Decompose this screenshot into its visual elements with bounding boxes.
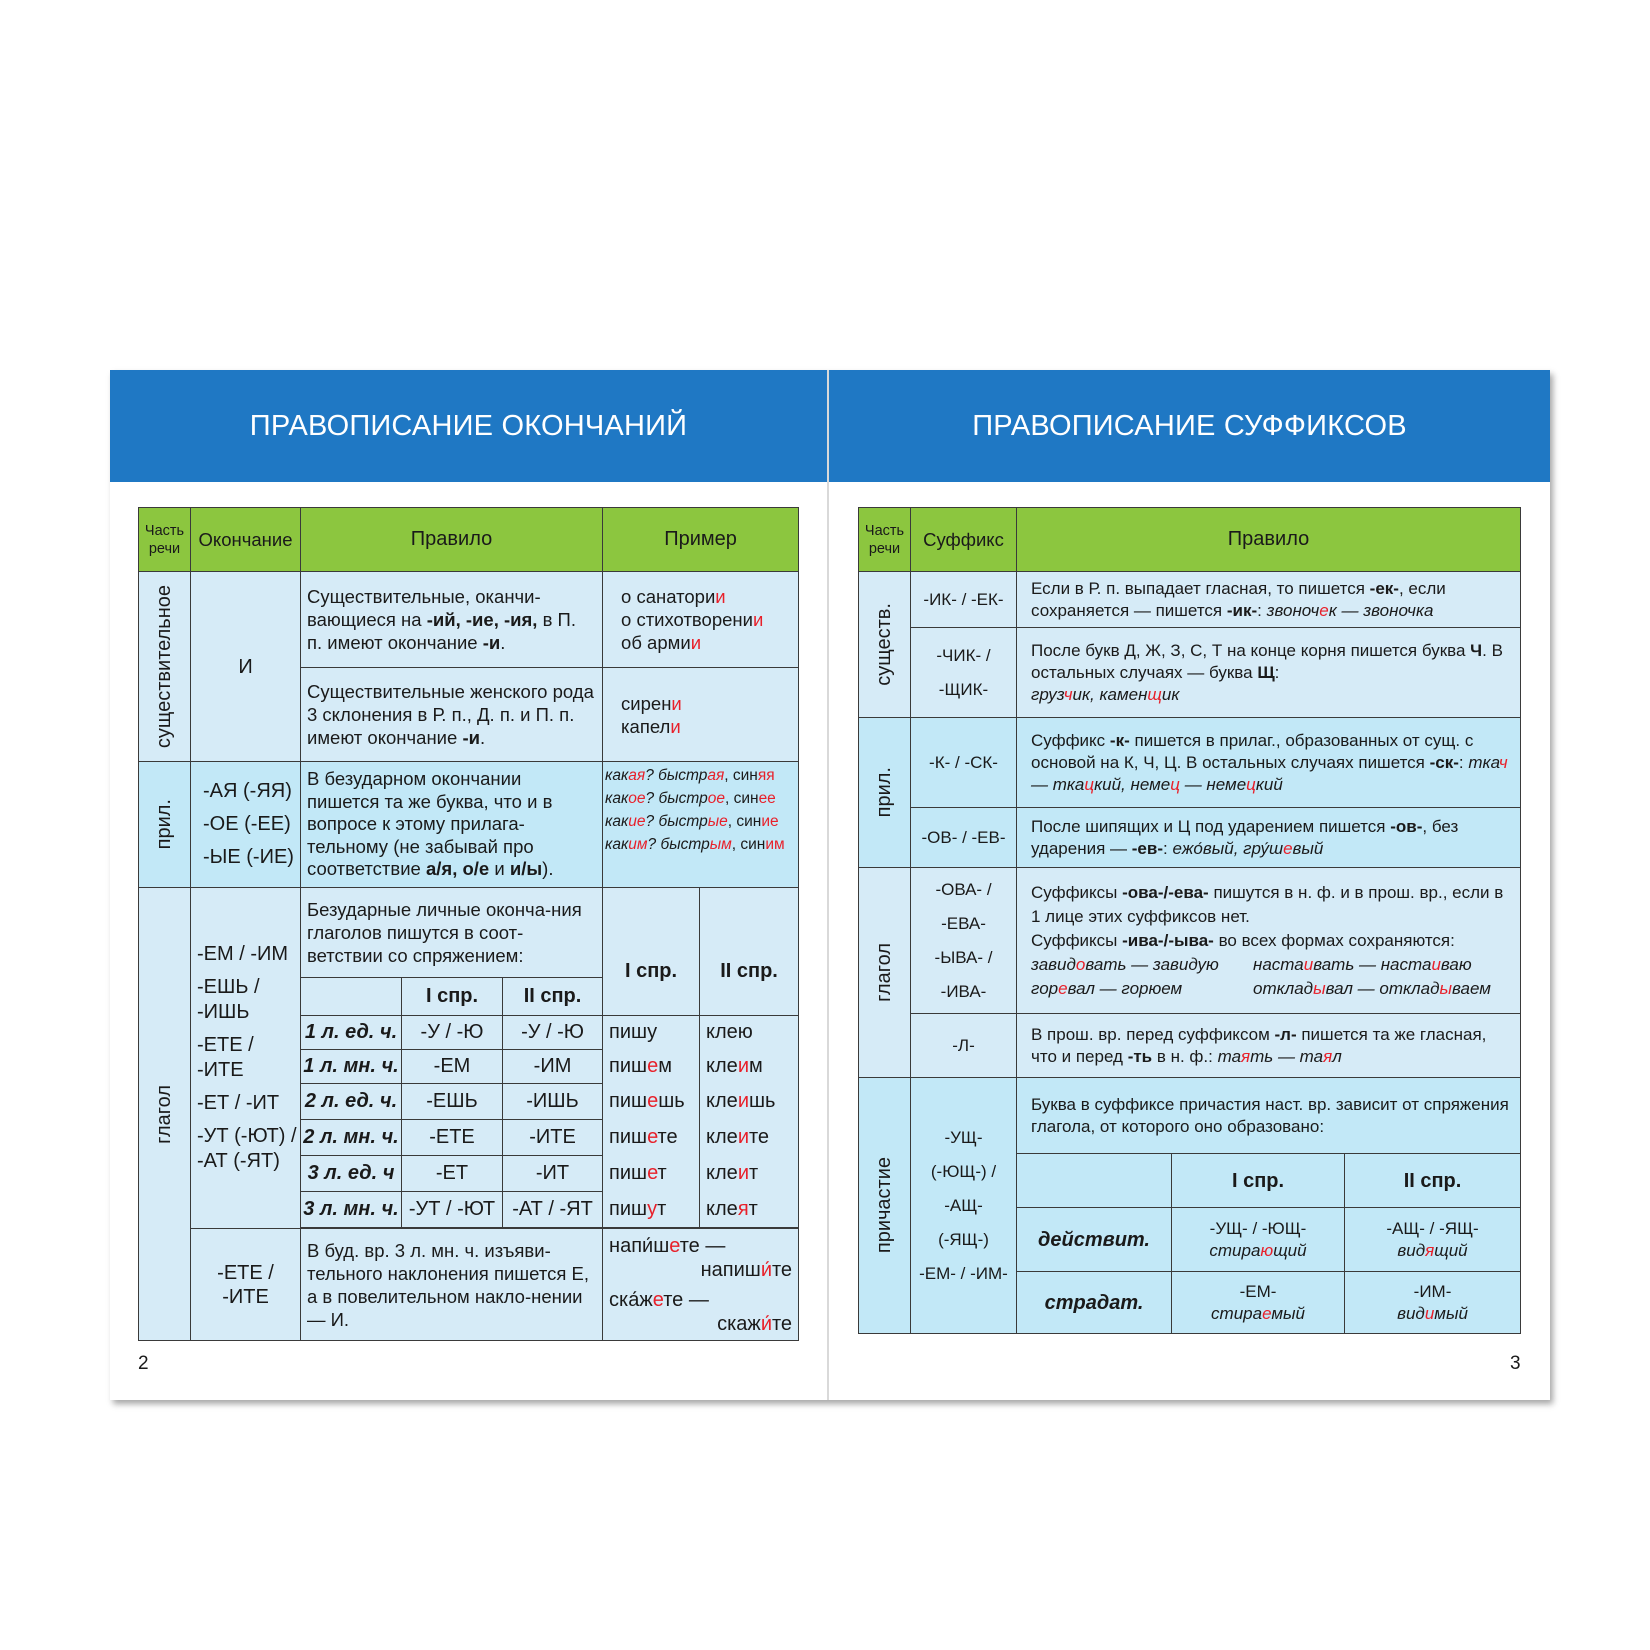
verb-label: глагол [153,1084,175,1144]
adj-rule: В безударном окончании пишется та же буква, что и в вопросе к этому прилага-тельному (не забывай про соответствие а/я, о/е и и/ы). [301,762,603,888]
e2-2pl: клеите [700,1120,799,1156]
c1-2sg: -ЕШЬ [402,1084,503,1120]
participle-passive: страдат. [1017,1272,1172,1334]
l-rule: В прош. вр. перед суффиксом -л- пишется та же гласная, что и перед -ть в н. ф.: таять — таял [1017,1014,1521,1078]
noun-ending: И [191,572,301,762]
adj-examples: какая? быстрая, синяя какое? быстрое, синее какие? быстрые, синие каким? быстрым, синим [603,762,799,888]
c2-1sg: -У / -Ю [503,1016,603,1050]
form-1sg: 1 л. ед. ч. [301,1016,402,1050]
participle-rule: Буква в суффиксе причастия наст. вр. зависит от спряжения глагола, от которого оно образовано: [1017,1078,1521,1154]
spine [827,370,829,1400]
participle-label: причастие [873,1157,895,1254]
form-2sg: 2 л. ед. ч. [301,1084,402,1120]
form-2pl: 2 л. мн. ч. [301,1120,402,1156]
participle-active-2: -АЩ- / -ЯЩ- видящий [1345,1208,1521,1272]
imperative-ending: -ЕТЕ / -ИТЕ [191,1229,301,1341]
e2-3pl: клеят [700,1192,799,1228]
c2-2pl: -ИТЕ [503,1120,603,1156]
c2-1pl: -ИМ [503,1050,603,1084]
verb-label: глагол [873,943,895,1002]
form-3sg: 3 л. ед. ч [301,1156,402,1192]
form-1pl: 1 л. мн. ч. [301,1050,402,1084]
participle-suffixes: -УЩ- (-ЮЩ-) / -АЩ- (-ЯЩ-) -ЕМ- / -ИМ- [911,1078,1017,1334]
l-suffix: -Л- [911,1014,1017,1078]
e2-1sg: клею [700,1016,799,1050]
conj2-header: II спр. [503,978,603,1016]
adj-label-cell [139,762,191,888]
c1-1pl: -ЕМ [402,1050,503,1084]
ova-suffixes: -ОВА- / -ЕВА- -ЫВА- / -ИВА- [911,868,1017,1014]
noun-rule-1: Существительные, оканчи-вающиеся на -ий, -ие, -ия, в П. п. имеют окончание -и. [301,572,603,668]
participle-passive-2: -ИМ- видимый [1345,1272,1521,1334]
verb-rule: Безударные личные оконча-ния глаголов пишутся в соот-ветствии со спряжением: [301,888,603,978]
header-suffix: Суффикс [911,508,1017,572]
k-rule: Суффикс -к- пишется в прилаг., образованных от сущ. с основой на К, Ч, Ц. В остальных случаях пишется -ск-: ткач — ткацкий, немец — немецкий [1017,718,1521,808]
verb-example-header-1: I спр. [603,888,700,1016]
participle-conj1: I спр. [1172,1154,1345,1208]
c2-2sg: -ИШЬ [503,1084,603,1120]
conj1-header: I спр. [402,978,503,1016]
adj-label: прил. [873,767,895,818]
participle-label-cell [859,1078,911,1334]
c1-1sg: -У / -Ю [402,1016,503,1050]
chik-rule: После букв Д, Ж, З, С, Т на конце корня пишется буква Ч. В остальных случаях — буква Щ: грузчик, каменщик [1017,628,1521,718]
header-ending: Окончание [191,508,301,572]
participle-active-1: -УЩ- / -ЮЩ- стирающий [1172,1208,1345,1272]
adj-endings: -АЯ (-ЯЯ) -ОЕ (-ЕЕ) -ЫЕ (-ИЕ) [191,762,301,888]
noun-example-2: сирени капели [603,668,799,762]
verb-example-header-2: II спр. [700,888,799,1016]
endings-table [138,507,799,1341]
e2-1pl: клеим [700,1050,799,1084]
ov-suffix: -ОВ- / -ЕВ- [911,808,1017,868]
header-part-of-speech: Часть речи [859,508,911,572]
form-3pl: 3 л. мн. ч. [301,1192,402,1228]
e1-2sg: пишешь [603,1084,700,1120]
page-title-suffixes: ПРАВОПИСАНИЕ СУФФИКСОВ [829,370,1550,482]
header-example: Пример [603,508,799,572]
e1-1pl: пишем [603,1050,700,1084]
c1-3sg: -ЕТ [402,1156,503,1192]
page-number-right: 3 [1510,1353,1521,1374]
adj-label: прил. [153,799,175,850]
e2-2sg: клеишь [700,1084,799,1120]
noun-label: существ. [873,603,895,686]
participle-conj2: II спр. [1345,1154,1521,1208]
c1-3pl: -УТ / -ЮТ [402,1192,503,1228]
e1-3sg: пишет [603,1156,700,1192]
verb-label-cell [139,888,191,1341]
k-suffix: -К- / -СК- [911,718,1017,808]
noun-label: существительное [153,584,175,749]
c1-2pl: -ЕТЕ [402,1120,503,1156]
ov-rule: После шипящих и Ц под ударением пишется -ов-, без ударения — -ев-: ежо́вый, гру́шевый [1017,808,1521,868]
ik-suffix: -ИК- / -ЕК- [911,572,1017,628]
chik-suffix: -ЧИК- / -ЩИК- [911,628,1017,718]
participle-passive-1: -ЕМ- стираемый [1172,1272,1345,1334]
noun-label-cell [139,572,191,762]
verb-label-cell [859,868,911,1078]
verb-endings: -ЕМ / -ИМ -ЕШЬ / -ИШЬ -ЕТЕ / -ИТЕ -ЕТ / -ИТ -УТ (-ЮТ) / -АТ (-ЯТ) [191,888,301,1229]
noun-label-cell [859,572,911,718]
suffixes-table [858,507,1521,1334]
e1-3pl: пишут [603,1192,700,1228]
header-part-of-speech: Часть речи [139,508,191,572]
e1-1sg: пишу [603,1016,700,1050]
ova-rule: Суффиксы -ова-/-ева- пишутся в н. ф. и в прош. вр., если в 1 лице этих суффиксов нет. Суффиксы -ива-/-ыва- во всех формах сохраняются: завидовать — завидую настаивать — настаиваю горевал — горюем откладывал — откладываем [1017,868,1521,1014]
e2-3sg: клеит [700,1156,799,1192]
c2-3sg: -ИТ [503,1156,603,1192]
imperative-examples: напи́шете — напиши́те ска́жете — скажи́те [603,1229,799,1341]
header-rule: Правило [1017,508,1521,572]
imperative-rule: В буд. вр. 3 л. мн. ч. изъяви-тельного наклонения пишется Е, а в повелительном накло-нении — И. [301,1229,603,1341]
page-title-endings: ПРАВОПИСАНИЕ ОКОНЧАНИЙ [110,370,827,482]
header-rule: Правило [301,508,603,572]
booklet-spread [110,370,1550,1400]
page-number-left: 2 [138,1353,149,1374]
noun-rule-2: Существительные женского рода 3 склонения в Р. п., Д. п. и П. п. имеют окончание -и. [301,668,603,762]
participle-active: действит. [1017,1208,1172,1272]
noun-example-1: о санатории о стихотворении об армии [603,572,799,668]
e1-2pl: пишете [603,1120,700,1156]
adj-label-cell [859,718,911,868]
ik-rule: Если в Р. п. выпадает гласная, то пишется -ек-, если сохраняется — пишется -ик-: звоночек — звоночка [1017,572,1521,628]
c2-3pl: -АТ / -ЯТ [503,1192,603,1228]
